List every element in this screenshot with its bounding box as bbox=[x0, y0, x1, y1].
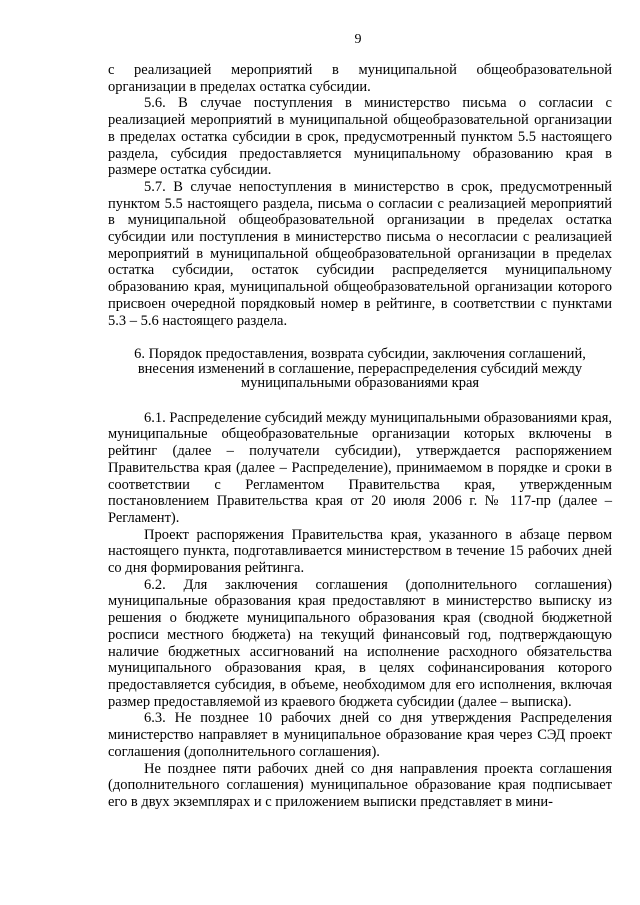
paragraph-6-1: 6.1. Распределение субсидий между муниципальными образованиями края, муниципальные общеобразовательные организации которых включены в рейтинг (далее – получатели субсидии), утверждается распоряжением Правительства края (далее – Распределение), принимаемом в порядке и сроки в соответствии с Регламентом Правительства края, утвержденным постановлением Правительства края от 20 июля 2006 г. № 117-пр (далее – Регламент). bbox=[108, 409, 612, 526]
paragraph-6-1-draft: Проект распоряжения Правительства края, указанного в абзаце первом настоящего пункта, подготавливается министерством в течение 15 рабочих дней со дня формирования рейтинга. bbox=[108, 526, 612, 577]
paragraph-continuation: с реализацией мероприятий в муниципальной общеобразовательной организации в пределах остатка субсидии. bbox=[108, 62, 612, 95]
paragraph-6-3-signing: Не позднее пяти рабочих дней со дня направления проекта соглашения (дополнительного соглашения) муниципальное образование края подписывает его в двух экземплярах и с приложением выписки представляет в мини- bbox=[108, 760, 612, 810]
paragraph-5-6: 5.6. В случае поступления в министерство письма о согласии с реализацией мероприятий в муниципальной общеобразовательной организации в пределах остатка субсидии в срок, предусмотренный пунктом 5.5 настоящего раздела, субсидия предоставляется муниципальному образованию края в размере остатка субсидии. bbox=[108, 95, 612, 179]
section-heading-line: 6. Порядок предоставления, возврата субсидии, заключения соглашений, bbox=[134, 346, 586, 363]
paragraphs-before bbox=[108, 62, 612, 329]
paragraph-6-2: 6.2. Для заключения соглашения (дополнительного соглашения) муниципальные образования края предоставляют в министерство выписку из решения о бюджете муниципального образования края (сводной бюджетной росписи местного бюджета) на текущий финансовый год, подтверждающую наличие бюджетных ассигнований на исполнение расходного обязательства муниципального образования края, в целях софинансирования которого предоставляется субсидия, в объеме, необходимом для его исполнения, включая размер предоставляемой из краевого бюджета субсидии (далее – выписка). bbox=[108, 576, 612, 710]
document-page bbox=[108, 32, 612, 811]
paragraphs-after bbox=[108, 410, 612, 811]
section-heading bbox=[108, 347, 612, 391]
section-heading-line: внесения изменений в соглашение, перераспределения субсидий между bbox=[137, 360, 583, 377]
paragraph-5-7: 5.7. В случае непоступления в министерство в срок, предусмотренный пунктом 5.5 настоящего раздела, письма о согласии с реализацией мероприятий в муниципальной общеобразовательной организации в пределах остатка субсидии или поступления в министерство письма о несогласии с реализацией мероприятий в муниципальной общеобразовательной организации в пределах остатка субсидии, остаток субсидии распределяется муниципальному образованию края, муниципальной общеобразовательной организации которого присвоен очередной порядковый номер в рейтинге, в соответствии с пунктами 5.3 – 5.6 настоящего раздела. bbox=[108, 178, 612, 329]
paragraph-6-3: 6.3. Не позднее 10 рабочих дней со дня утверждения Распределения министерство направляет в муниципальное образование края через СЭД проект соглашения (дополнительного соглашения). bbox=[108, 710, 612, 760]
section-heading-line: муниципальными образованиями края bbox=[240, 375, 480, 392]
page-number: 9 bbox=[354, 32, 362, 47]
